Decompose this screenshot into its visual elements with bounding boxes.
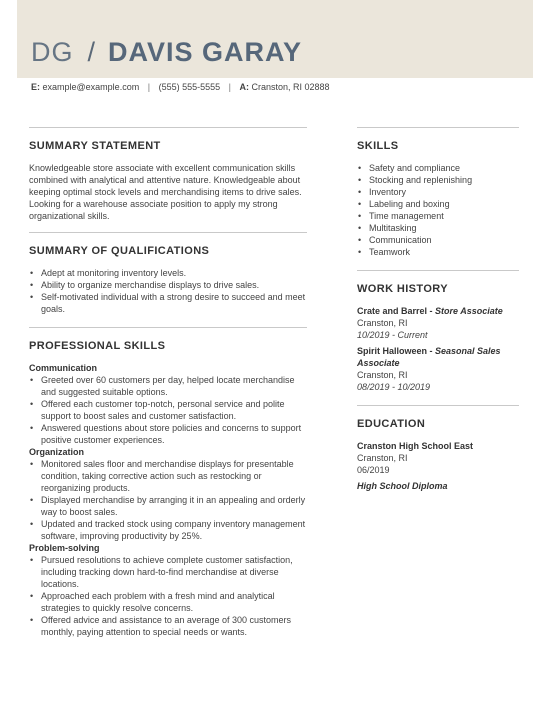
job-dash: - [427, 346, 436, 356]
list-item: • Approached each problem with a fresh mind and analytical strategies to quickly resolve concerns. [29, 590, 307, 614]
left-column [29, 127, 307, 638]
school-location: Cranston, RI [357, 453, 408, 463]
job-dates: 10/2019 - Current [357, 330, 428, 340]
list-item: • Pursued resolutions to achieve complete customer satisfaction, including tracking down hard-to-find merchandise at diverse locations. [29, 554, 307, 590]
email-value: example@example.com [42, 82, 140, 92]
school-name: Cranston High School East [357, 441, 474, 451]
job-entry [357, 345, 519, 393]
list-item: • Self-motivated individual with a strong desire to succeed and meet goals. [29, 291, 307, 315]
professional-skills-heading: PROFESSIONAL SKILLS [29, 340, 166, 352]
contact-separator: | [228, 82, 231, 92]
job-title: Store Associate [435, 306, 503, 316]
job-dash: - [427, 306, 436, 316]
address-value: Cranston, RI 02888 [251, 82, 330, 92]
list-item: • Communication [357, 234, 519, 246]
job-title-line [357, 345, 519, 369]
name-heading [31, 37, 302, 67]
job-employer: Crate and Barrel [357, 306, 428, 316]
work-history-heading: WORK HISTORY [357, 283, 448, 295]
list-item: • Safety and compliance [357, 162, 519, 174]
skill-group-title: Communication [29, 363, 98, 373]
qualifications-list [29, 267, 307, 315]
list-item: • Time management [357, 210, 519, 222]
job-dates: 08/2019 - 10/2019 [357, 382, 431, 392]
list-item: • Updated and tracked stock using company inventory management software, improving productivity by 25%. [29, 518, 307, 542]
email-label: E: [31, 82, 40, 92]
list-item: • Labeling and boxing [357, 198, 519, 210]
education-heading: EDUCATION [357, 418, 426, 430]
skills-list [357, 162, 519, 258]
skills-heading: SKILLS [357, 140, 399, 152]
job-title-line [357, 305, 519, 317]
section-divider [357, 127, 519, 128]
list-item: • Offered advice and assistance to an average of 300 customers monthly, paying attention to special needs or wants. [29, 614, 307, 638]
list-item: • Teamwork [357, 246, 519, 258]
list-item: • Multitasking [357, 222, 519, 234]
education-entry [357, 440, 519, 492]
right-column [357, 127, 519, 492]
list-item: • Answered questions about store policies and concerns to support positive customer experiences. [29, 422, 307, 446]
job-location: Cranston, RI [357, 370, 408, 380]
skill-group-list [29, 554, 307, 638]
skill-group-list [29, 458, 307, 542]
contact-separator: | [147, 82, 151, 92]
name-initials: DG [31, 37, 74, 67]
skill-group-title: Organization [29, 447, 85, 457]
section-divider [29, 327, 307, 328]
skill-group-title: Problem-solving [29, 543, 100, 553]
list-item: • Ability to organize merchandise displays to drive sales. [29, 279, 307, 291]
degree: High School Diploma [357, 481, 448, 491]
phone-value: (555) 555-5555 [158, 82, 221, 92]
graduation-date: 06/2019 [357, 465, 390, 475]
section-divider [29, 127, 307, 128]
section-divider [29, 232, 307, 233]
summary-text: Knowledgeable store associate with excellent communication skills combined with analytical and attentive nature. Knowledgeable about keeping optimal stock levels and merchandising items to drive sales. Looking for a warehouse associate position to apply my strong organizational skills. [29, 163, 302, 221]
list-item: • Offered each customer top-notch, personal service and polite support to boost sales and customer satisfaction. [29, 398, 307, 422]
name-slash: / [87, 37, 97, 67]
job-location: Cranston, RI [357, 318, 408, 328]
list-item: • Monitored sales floor and merchandise displays for presentable condition, taking corrective action such as restocking or reorganizing products. [29, 458, 307, 494]
list-item: • Stocking and replenishing [357, 174, 519, 186]
list-item: • Adept at monitoring inventory levels. [29, 267, 307, 279]
full-name: DAVIS GARAY [108, 37, 303, 67]
list-item: • Inventory [357, 186, 519, 198]
job-entry [357, 305, 519, 341]
skill-group-list [29, 374, 307, 446]
summary-heading: SUMMARY STATEMENT [29, 140, 161, 152]
list-item: • Displayed merchandise by arranging it in an appealing and orderly way to boost sales. [29, 494, 307, 518]
section-divider [357, 405, 519, 406]
job-employer: Spirit Halloween [357, 346, 428, 356]
contact-line [31, 82, 330, 92]
address-label: A: [239, 82, 249, 92]
section-divider [357, 270, 519, 271]
qualifications-heading: SUMMARY OF QUALIFICATIONS [29, 245, 210, 257]
job-title: Seasonal Sales Associate [357, 346, 501, 368]
list-item: • Greeted over 60 customers per day, helped locate merchandise and suggested suitable options. [29, 374, 307, 398]
